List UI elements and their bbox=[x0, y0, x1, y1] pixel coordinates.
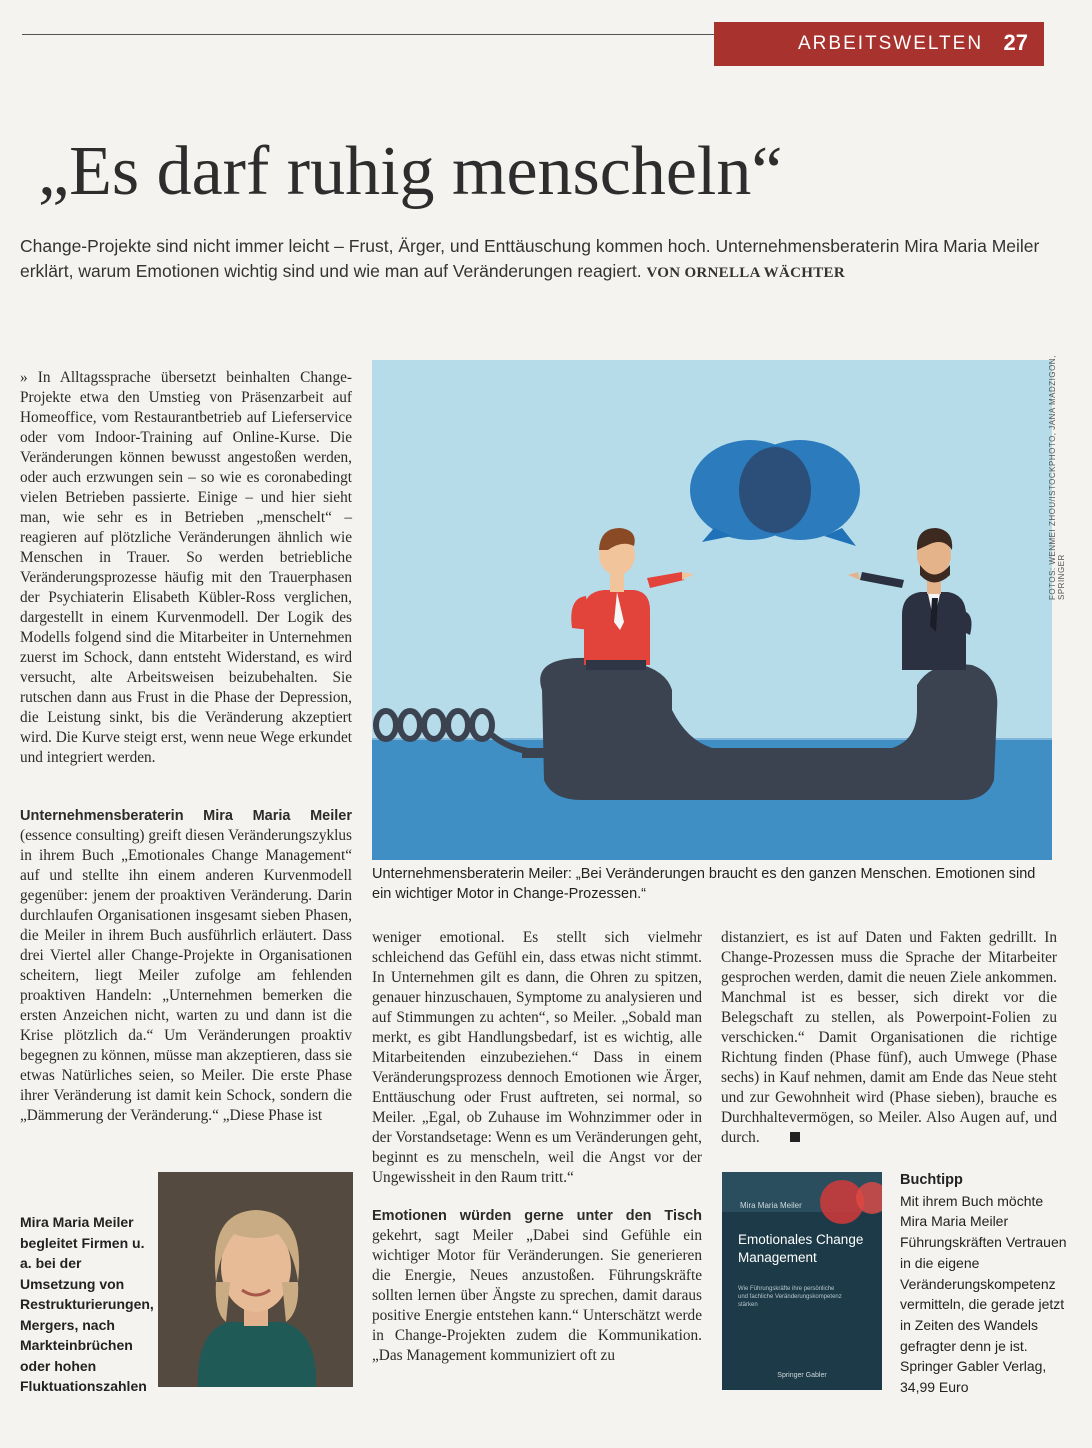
book-cover-image bbox=[722, 1172, 882, 1390]
subheading-emotionen: Emotionen würden gerne unter den Tisch bbox=[372, 1208, 702, 1224]
book-cover-title: Emotionales Change Management bbox=[738, 1232, 864, 1265]
article-paragraph-5-text: distanziert, es ist auf Daten und Fakten gedrillt. In Change-Prozessen muss die Sprache der Mitarbeiter gesprochen werden, damit die neuen Ziele ankommen. Manchmal ist es besser, sich direkt vor die Belegschaft zu stellen, als Powerpoint-Folien zu verschicken.“ Damit Organisationen die richtige Richtung finden (Phase fünf), auch Umwege (Phase sechs) in Kauf nehmen, damit am Ende das Neue steht und zur Gewohnheit wird (Phase sieben), brauche es Durchhaltevermögen, so Meiler. Also Augen auf, und durch. bbox=[721, 929, 1057, 1146]
photo-credit: FOTOS: WENMEI ZHOU/ISTOCKPHOTO, JANA MADZIGON, SPRINGER bbox=[1048, 355, 1066, 600]
speech-bubbles-icon bbox=[690, 440, 860, 546]
bubble-overlap bbox=[739, 447, 811, 533]
section-header bbox=[714, 22, 1044, 66]
publisher-logo: Springer Gabler bbox=[777, 1372, 827, 1379]
top-rule bbox=[22, 34, 722, 35]
article-paragraph-1: » In Alltagssprache übersetzt beinhalten Change-Projekte etwa den Umstieg von Präsenzarbeit auf Homeoffice, vom Restaurantbetrieb auf Lieferservice oder vom Indoor-Training auf Online-Kurse. Die Veränderungen können bewusst angestoßen werden, oder auch erzwungen sein – so wie es coronabedingt vielen Betrieben passierte. Einige – und hier sieht man, wie sehr es in Betrieben „menschelt“ – reagieren auf plötzliche Veränderungen ähnlich wie Menschen in Trauer. So werden betriebliche Veränderungsprozesse häufig mit den Trauerphasen der Psychiaterin Elisabeth Kübler-Ross verglichen, dargestellt in einem Kurvenmodell. Der Logik des Modells folgend sind die Mitarbeiter in Unternehmen zuerst im Schock, dann entsteht Widerstand, es wird versucht, alte Arbeitsweisen beizubehalten. Sie rutschen dann aus Frust in die Phase der Depression, die Leistung sinkt, bis die Veränderung akzeptiert wird. Die Kurve steigt erst, wenn neue Wege erkundet und integriert werden. bbox=[20, 369, 352, 766]
book-tip bbox=[900, 1170, 1070, 1398]
article-paragraph-4 bbox=[372, 1206, 702, 1366]
illustration bbox=[372, 360, 1052, 860]
article-paragraph-4-text: gekehrt, sagt Meiler „Dabei sind Gefühle ein wichtiger Motor für Veränderungen. Sie generieren die Energie, Neues anzustoßen. Führungskräfte sollten lernen über Ängste zu sprechen, damit daraus positive Energie entstehen kann.“ Unterschätzt werde in Change-Projekten zudem die Kommunikation. „Das Management kommuniziert oft zu bbox=[372, 1227, 702, 1364]
article-paragraph-3: weniger emotional. Es stellt sich vielmehr schleichend das Gefühl ein, dass etwas nicht stimmt. In Unternehmen gilt es dann, die Ohren zu spitzen, genauer hinzuschauen, Symptome zu analysieren und auf Stimmungen zu achten“, so Meiler. „Sobald man merkt, es gibt Handlungsbedarf, ist es wichtig, alle Mitarbeitenden einzubeziehen.“ Dass in einem Veränderungsprozess dennoch Emotionen wie Ärger, Enttäuschung oder Frust auftreten, sei normal, so Meiler. „Egal, ob Zuhause im Wohnzimmer oder in der Vorstandsetage: Wenn es um Veränderungen geht, beginnt es zu menscheln, weil die Angst vor der Ungewissheit in den Raum tritt.“ bbox=[372, 929, 702, 1186]
article-column-1-top bbox=[20, 368, 352, 768]
portrait-photo bbox=[158, 1172, 353, 1387]
subheading-meiler: Unternehmensberaterin Mira Maria Meiler bbox=[20, 808, 352, 824]
byline: VON ORNELLA WÄCHTER bbox=[646, 265, 845, 281]
book-cover-author: Mira Maria Meiler bbox=[740, 1201, 802, 1210]
book-tip-title: Buchtipp bbox=[900, 1172, 963, 1188]
article-column-2 bbox=[372, 928, 702, 1366]
phone-conflict-illustration bbox=[372, 360, 1052, 860]
article-paragraph-5 bbox=[721, 928, 1057, 1148]
illustration-caption: Unternehmensberaterin Meiler: „Bei Veränderungen braucht es den ganzen Menschen. Emotionen sind ein wichtiger Motor in Change-Prozessen.“ bbox=[372, 866, 1036, 902]
end-mark-icon bbox=[790, 1132, 800, 1142]
article-column-1-bottom bbox=[20, 806, 352, 1126]
portrait-woman-icon bbox=[158, 1172, 353, 1387]
book-tip-text: Mit ihrem Buch möchte Mira Maria Meiler Führungskräften Vertrauen in die eigene Veränderungskompetenz vermitteln, die gerade jetzt in Zeiten des Wandels gefragter denn je ist. Springer Gabler Verlag, 34,99 Euro bbox=[900, 1192, 1067, 1396]
section-name: ARBEITSWELTEN bbox=[798, 33, 984, 54]
article-paragraph-2-text: (essence consulting) greift diesen Veränderungszyklus in ihrem Buch „Emotionales Change Management“ auf und stellte ihn einem anderen Kurvenmodell gegenüber: jenem der proaktiven Veränderung. Darin durchlaufen Organisationen insgesamt sieben Phasen, die Meiler in ihrem Buch ausführlich erläutert. Dass drei Viertel aller Change-Projekte in Organisationen scheitern, liegt Meiler zufolge am fehlenden proaktiven Handeln: „Unternehmen bemerken die ersten Anzeichen nicht, warten zu und dann ist die Krise plötzlich da.“ Um Veränderungen proaktiv begegnen zu können, müsse man akzeptieren, dass sie etwas Natürliches seien, so Meiler. Die erste Phase ihrer Veränderung ist damit kein Schock, sondern die „Dämmerung der Veränderung.“ „Diese Phase ist bbox=[20, 827, 352, 1124]
article-column-3 bbox=[721, 928, 1057, 1148]
portrait-caption: Mira Maria Meiler begleitet Firmen u. a. bei der Umsetzung von Restrukturierungen, Mergers, nach Markteinbrüchen oder hohen Fluktuationszahlen bbox=[20, 1214, 154, 1394]
page-number: 27 bbox=[1003, 30, 1028, 55]
lead-text: Change-Projekte sind nicht immer leicht – Frust, Ärger, und Enttäuschung kommen hoch. Unternehmensberaterin Mira Maria Meiler erklärt, warum Emotionen wichtig sind und wie man auf Veränderungen reagiert. bbox=[20, 236, 1040, 281]
article-paragraph-2 bbox=[20, 806, 352, 1126]
book-cover bbox=[722, 1172, 882, 1390]
lead-paragraph bbox=[20, 234, 1060, 286]
headline: „Es darf ruhig menscheln“ bbox=[38, 133, 783, 210]
book-cover-subtitle: Wie Führungskräfte ihre persönliche und fachliche Veränderungskompetenz stärken bbox=[738, 1286, 842, 1308]
